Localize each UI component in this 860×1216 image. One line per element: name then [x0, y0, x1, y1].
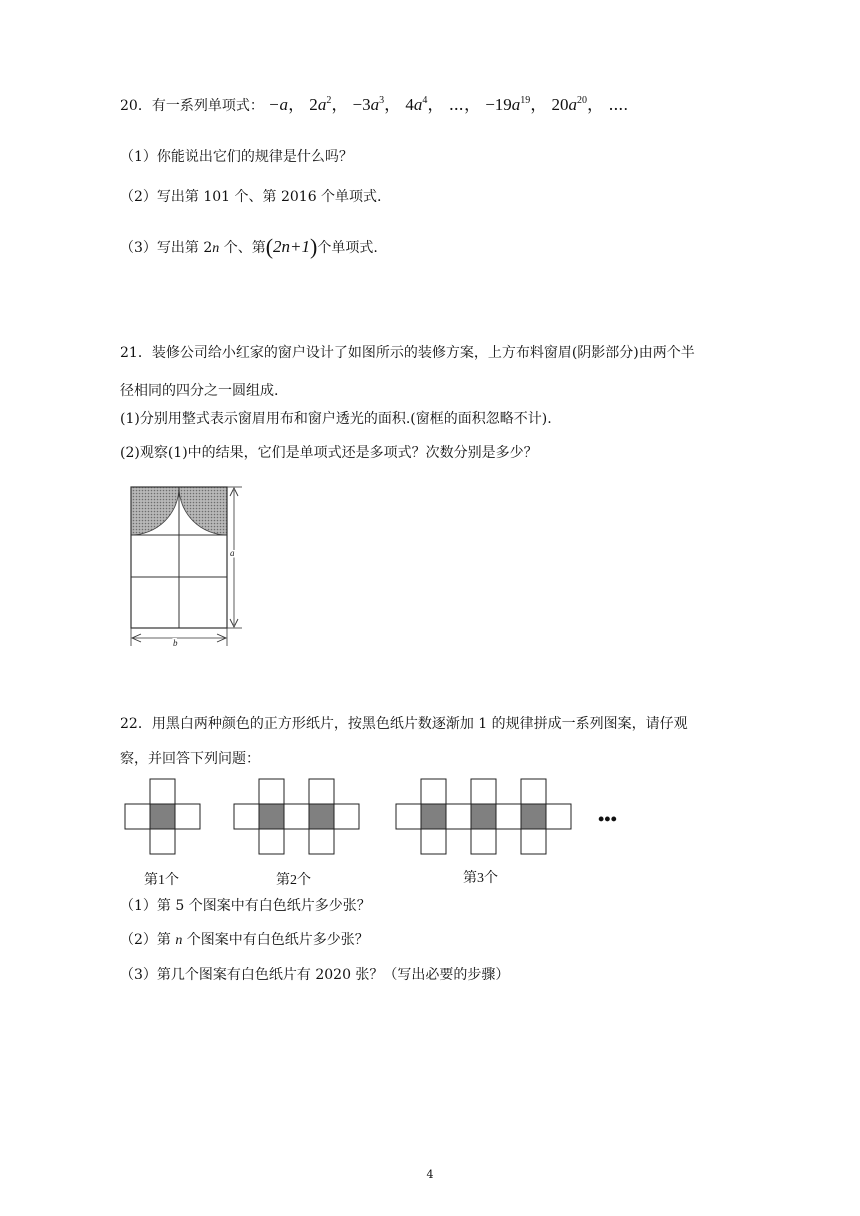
white-tile	[150, 829, 175, 854]
q22-line1: 22．用黑白两种颜色的正方形纸片，按黑色纸片数逐渐加 1 的规律拼成一系列图案，请仔观	[120, 716, 688, 732]
q22-sub3: （3）第几个图案有白色纸片有 2020 张？（写出必要的步骤）	[120, 967, 510, 983]
height-label-a: a	[230, 548, 235, 558]
white-tile	[150, 779, 175, 804]
page-number: 4	[426, 1168, 434, 1181]
white-tile	[421, 829, 446, 854]
valance-right-shade	[179, 487, 227, 535]
white-tile	[521, 829, 546, 854]
window-figure	[120, 480, 260, 650]
white-tile	[471, 829, 496, 854]
white-tile	[546, 804, 571, 829]
q20-stem	[120, 96, 628, 113]
black-tile	[421, 804, 446, 829]
white-tile	[396, 804, 421, 829]
q20-sub3: （3）写出第 2n 个、第(2n+1)个单项式.	[120, 234, 378, 259]
white-tile	[309, 829, 334, 854]
white-tile	[446, 804, 471, 829]
pattern-label-2: 第2个	[276, 873, 311, 888]
pattern-label-3: 第3个	[463, 871, 498, 886]
white-tile	[471, 779, 496, 804]
black-tile	[259, 804, 284, 829]
patterns-group	[125, 779, 571, 854]
black-tile	[309, 804, 334, 829]
pattern-label-1: 第1个	[144, 873, 179, 888]
q20-sub1: （1）你能说出它们的规律是什么吗？	[120, 149, 353, 165]
white-tile	[521, 779, 546, 804]
q21-line1: 21．装修公司给小红家的窗户设计了如图所示的装修方案，上方布料窗眉(阴影部分)由两个半	[120, 345, 695, 361]
q22-sub2: （2）第 n 个图案中有白色纸片多少张？	[120, 932, 369, 948]
q22-line2: 察，并回答下列问题：	[120, 751, 260, 767]
q21-line4: (2)观察(1)中的结果，它们是单项式还是多项式？次数分别是多少？	[120, 445, 538, 461]
width-label-b: b	[173, 638, 178, 648]
white-tile	[175, 804, 200, 829]
pattern-ellipsis: •••	[598, 809, 617, 829]
white-tile	[309, 779, 334, 804]
q22-sub1: （1）第 5 个图案中有白色纸片多少张？	[120, 898, 371, 914]
white-tile	[284, 804, 309, 829]
q20-sequence: −a， $2a^2$， $-3a^3$， $4a^4$， ⋯， $-19a^{19}$， $20a^{20}$， ⋯.	[268, 95, 628, 114]
q20-sub2: （2）写出第 101 个、第 2016 个单项式.	[120, 189, 382, 205]
white-tile	[496, 804, 521, 829]
white-tile	[259, 779, 284, 804]
black-tile	[150, 804, 175, 829]
black-tile	[471, 804, 496, 829]
tile-patterns	[120, 775, 640, 890]
white-tile	[421, 779, 446, 804]
q20-prefix: 20．有一系列单项式：	[120, 98, 264, 114]
valance-left-shade	[131, 487, 179, 535]
q21-line3: (1)分别用整式表示窗眉用布和窗户透光的面积.(窗框的面积忽略不计).	[120, 411, 552, 427]
black-tile	[521, 804, 546, 829]
white-tile	[125, 804, 150, 829]
white-tile	[259, 829, 284, 854]
q21-line2: 径相同的四分之一圆组成.	[120, 383, 279, 399]
white-tile	[234, 804, 259, 829]
white-tile	[334, 804, 359, 829]
